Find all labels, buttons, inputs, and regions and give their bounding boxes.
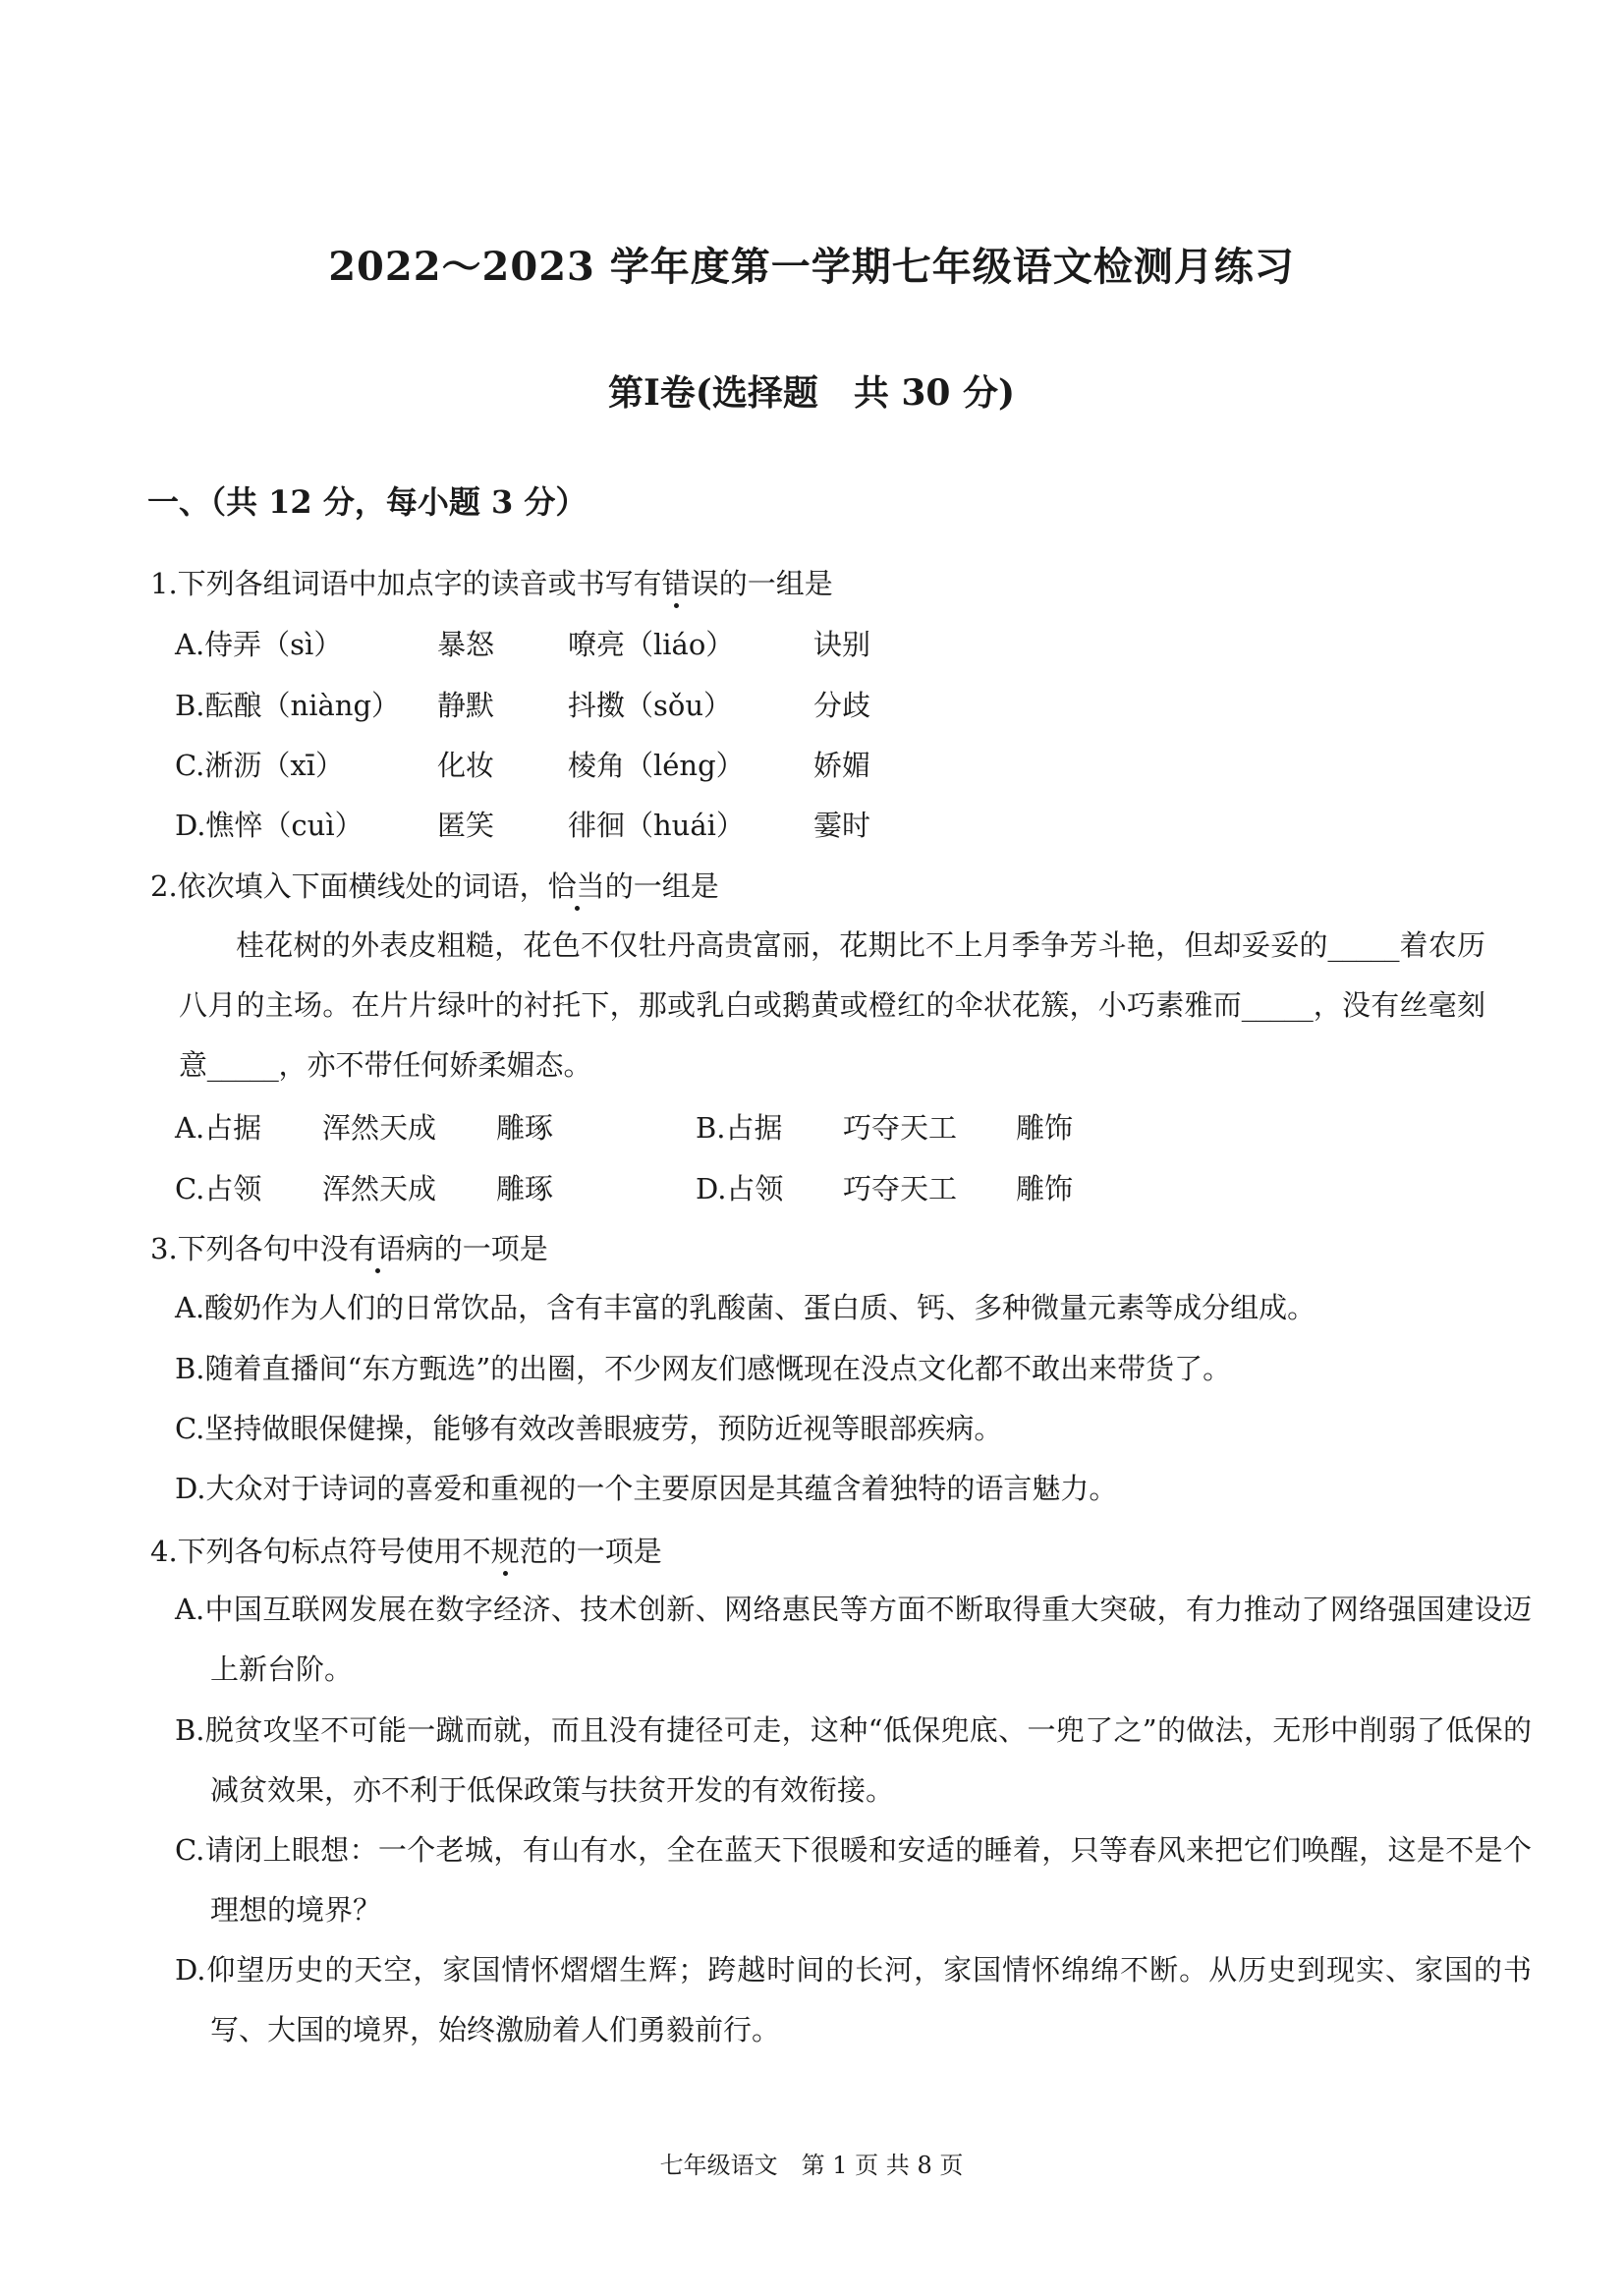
page-footer: 七年级语文 第 1 页 共 8 页 (659, 2152, 964, 2179)
q2-passage: 桂花树的外表皮粗糙，花色不仅牡丹高贵富丽，花期比不上月季争芳斗艳，但却妥妥的_____着农历八月的主场。在片片绿叶的衬托下，那或乳白或鹅黄或橙红的伞状花簇，小巧素雅而_____，没有丝毫刻意_____，亦不带任何娇柔媚态。 (179, 928, 1485, 1082)
q2-option-b: B.占据 (696, 1111, 783, 1145)
q3-option-c: C.坚持做眼保健操，能够有效改善眼疲劳，预防近视等眼部疾病。 (175, 1412, 1003, 1445)
question-2-stem (150, 865, 719, 905)
q1-option-d-word3: 徘徊（huái） (568, 809, 745, 842)
question-1-stem-text: 1.下列各组词语中加点字的读音或书写 (150, 567, 634, 600)
q2-option-b-word2: 巧夺天工 (843, 1111, 958, 1145)
question-3-stem (150, 1227, 548, 1267)
q2-option-a-word2: 浑然天成 (322, 1111, 437, 1145)
q1-option-a-word4: 诀别 (813, 628, 871, 661)
question-3-stem-text: 3.下列各句中 (150, 1232, 320, 1265)
q4-option-a: A.中国互联网发展在数字经济、技术创新、网络惠民等方面不断取得重大突破，有力推动了网络强国建设迈上新台阶。 (175, 1593, 1532, 1686)
q2-option-a: A.占据 (175, 1111, 262, 1145)
q1-option-c-word4: 娇媚 (813, 749, 871, 782)
emphasis-dotted: 恰当 (547, 869, 605, 903)
q4-option-d: D.仰望历史的天空，家国情怀熠熠生辉；跨越时间的长河，家国情怀绵绵不断。从历史到现实、家国的书写、大国的境界，始终激励着人们勇毅前行。 (175, 1953, 1532, 2046)
q3-option-d: D.大众对于诗词的喜爱和重视的一个主要原因是其蕴含着独特的语言魅力。 (175, 1472, 1118, 1505)
q1-option-a: A.侍弄（sì） (175, 628, 343, 661)
q3-option-a: A.酸奶作为人们的日常饮品，含有丰富的乳酸菌、蛋白质、钙、多种微量元素等成分组成。 (175, 1291, 1316, 1324)
question-4-stem (150, 1530, 662, 1570)
q1-option-c: C.淅沥（xī） (175, 749, 345, 782)
question-1-stem (150, 562, 833, 602)
question-2-stem-text: 2.依次填入下面横线处的词语， (150, 869, 548, 903)
q4-option-b: B.脱贫攻坚不可能一蹴而就，而且没有捷径可走，这种“低保兜底、一兜了之”的做法，无形中削弱了低保的减贫效果，亦不利于低保政策与扶贫开发的有效衔接。 (175, 1713, 1532, 1807)
part-title: 第Ⅰ卷(选择题 共 30 分) (607, 372, 1016, 414)
q1-option-b: B.酝酿（niàng） (175, 689, 401, 722)
q2-option-d-word2: 巧夺天工 (843, 1172, 958, 1205)
q1-option-d-word2: 匿笑 (437, 809, 495, 842)
q1-option-b-word2: 静默 (437, 689, 495, 722)
q2-option-c: C.占领 (175, 1172, 262, 1205)
q1-option-d-word4: 霎时 (813, 809, 871, 842)
section-heading: 一、（共 12 分，每小题 3 分） (147, 483, 588, 521)
question-2-stem-end: 的一组是 (604, 869, 719, 903)
q1-option-b-word4: 分歧 (813, 689, 871, 722)
q2-option-c-word2: 浑然天成 (322, 1172, 437, 1205)
q4-option-c: C.请闭上眼想：一个老城，有山有水，全在蓝天下很暖和安适的睡着，只等春风来把它们唤醒，这是不是个理想的境界？ (175, 1833, 1532, 1927)
question-4-stem-end: 的一项是 (547, 1535, 662, 1568)
q2-option-d-word3: 雕饰 (1016, 1172, 1074, 1205)
q1-option-a-word3: 嘹亮（liáo） (568, 628, 735, 661)
q1-option-d: D.憔悴（cuì） (175, 809, 364, 842)
emphasis-dotted: 有错误 (633, 567, 719, 600)
q1-option-c-word3: 棱角（léng） (568, 749, 745, 782)
q1-option-b-word3: 抖擞（sǒu） (568, 689, 733, 722)
question-3-stem-end: 的一项是 (433, 1232, 548, 1265)
question-1-stem-end: 的一组是 (718, 567, 833, 600)
emphasis-dotted: 不规范 (462, 1535, 548, 1568)
q2-option-b-word3: 雕饰 (1016, 1111, 1074, 1145)
q1-option-a-word2: 暴怒 (437, 628, 495, 661)
q2-option-a-word3: 雕琢 (496, 1111, 554, 1145)
question-4-stem-text: 4.下列各句标点符号使用 (150, 1535, 463, 1568)
q2-option-d: D.占领 (696, 1172, 784, 1205)
q2-option-c-word3: 雕琢 (496, 1172, 554, 1205)
q1-option-c-word2: 化妆 (437, 749, 495, 782)
q3-option-b: B.随着直播间“东方甄选”的出圈，不少网友们感慨现在没点文化都不敢出来带货了。 (175, 1352, 1232, 1385)
emphasis-dotted: 没有语病 (319, 1232, 434, 1265)
exam-title: 2022～2023 学年度第一学期七年级语文检测月练习 (328, 244, 1295, 290)
